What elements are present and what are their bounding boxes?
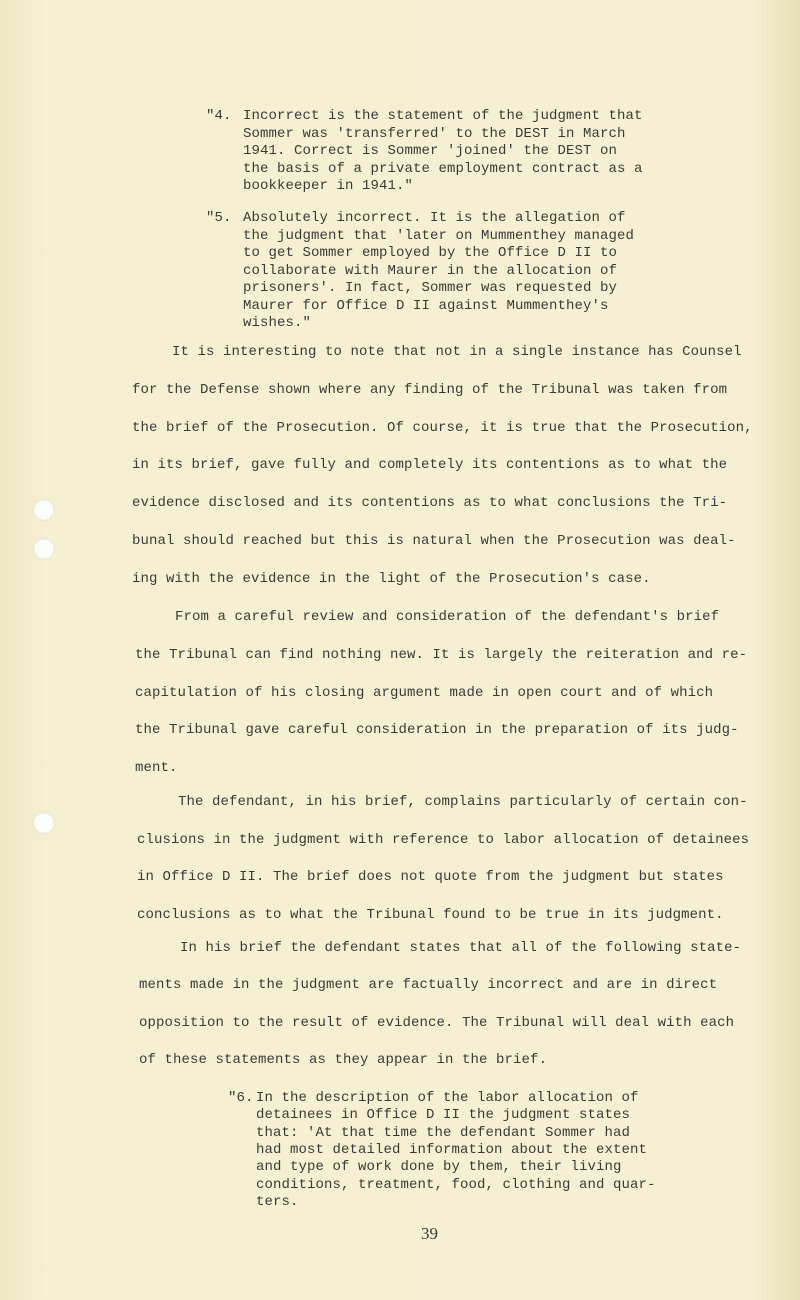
quote-line: conditions, treatment, food, clothing and quar- [256,1176,656,1193]
quote-line: bookkeeper in 1941." [243,178,414,194]
paragraph-line: From a careful review and consideration of the defendant's brief [175,609,720,625]
quote-line: ters. [256,1193,299,1210]
paragraph-line: conclusions as to what the Tribunal found to be true in its judgment. [137,906,724,923]
paragraph-line: in its brief, gave fully and completely its contentions as to what the [132,457,728,474]
paragraph-line: clusions in the judgment with reference to labor allocation of detainees [137,831,750,848]
quote-line: that: 'At that time the defendant Sommer had [256,1124,631,1141]
paragraph-line: ment. [135,760,178,777]
page-number: 39 [421,1224,438,1243]
quote-line: 1941. Correct is Sommer 'joined' the DEST on [243,143,618,159]
quote-line: Sommer was 'transferred' to the DEST in March [243,125,626,142]
quote-line: detainees in Office D II the judgment states [256,1107,631,1124]
paragraph-line: of these statements as they appear in the brief. [139,1051,548,1068]
paragraph-line: In his brief the defendant states that all of the following state- [180,940,742,956]
paragraph-line: opposition to the result of evidence. The Tribunal will deal with each [139,1014,735,1031]
quote-line: prisoners'. In fact, Sommer was requested by [243,280,618,296]
quote-number: "4. [206,108,232,124]
quote-line: the judgment that 'later on Mummenthey managed [243,227,635,244]
quote-line: and type of work done by them, their living [256,1159,622,1176]
paragraph-line: ing with the evidence in the light of the Prosecution's case. [132,570,651,587]
quote-line: Absolutely incorrect. It is the allegation of [243,210,626,226]
quote-line: wishes." [243,315,312,331]
punch-hole [33,499,55,521]
quote-line: Maurer for Office D II against Mummenthey's [243,297,609,314]
quote-line: Incorrect is the statement of the judgment that [243,108,643,124]
paragraph-line: ments made in the judgment are factually incorrect and are in direct [139,977,718,994]
paragraph-line: evidence disclosed and its contentions as to what conclusions the Tri- [132,495,728,512]
paragraph-line: The defendant, in his brief, complains particularly of certain con- [178,794,748,810]
punch-hole [33,812,55,834]
quote-line: the basis of a private employment contract as a [243,160,643,177]
quote-line: had most detailed information about the extent [256,1141,648,1158]
quote-line: In the description of the labor allocation of [256,1090,639,1106]
paragraph-line: capitulation of his closing argument made in open court and of which [135,684,714,701]
quote-number: "6. [228,1090,254,1106]
paragraph-line: in Office D II. The brief does not quote from the judgment but states [137,869,724,885]
paragraph-line: the Tribunal can find nothing new. It is largely the reiteration and re- [135,646,748,663]
paragraph-line: It is interesting to note that not in a single instance has Counsel [172,344,742,360]
quote-line: collaborate with Maurer in the allocation of [243,262,618,279]
punch-hole [33,538,55,560]
paragraph-line: for the Defense shown where any finding of the Tribunal was taken from [132,381,728,398]
paragraph-line: the Tribunal gave careful consideration in the preparation of its judg- [135,722,739,739]
paragraph-line: bunal should reached but this is natural when the Prosecution was deal- [132,533,736,549]
quote-number: "5. [206,210,232,226]
quote-line: to get Sommer employed by the Office D II to [243,245,618,261]
paragraph-line: the brief of the Prosecution. Of course, it is true that the Prosecution, [132,419,753,436]
